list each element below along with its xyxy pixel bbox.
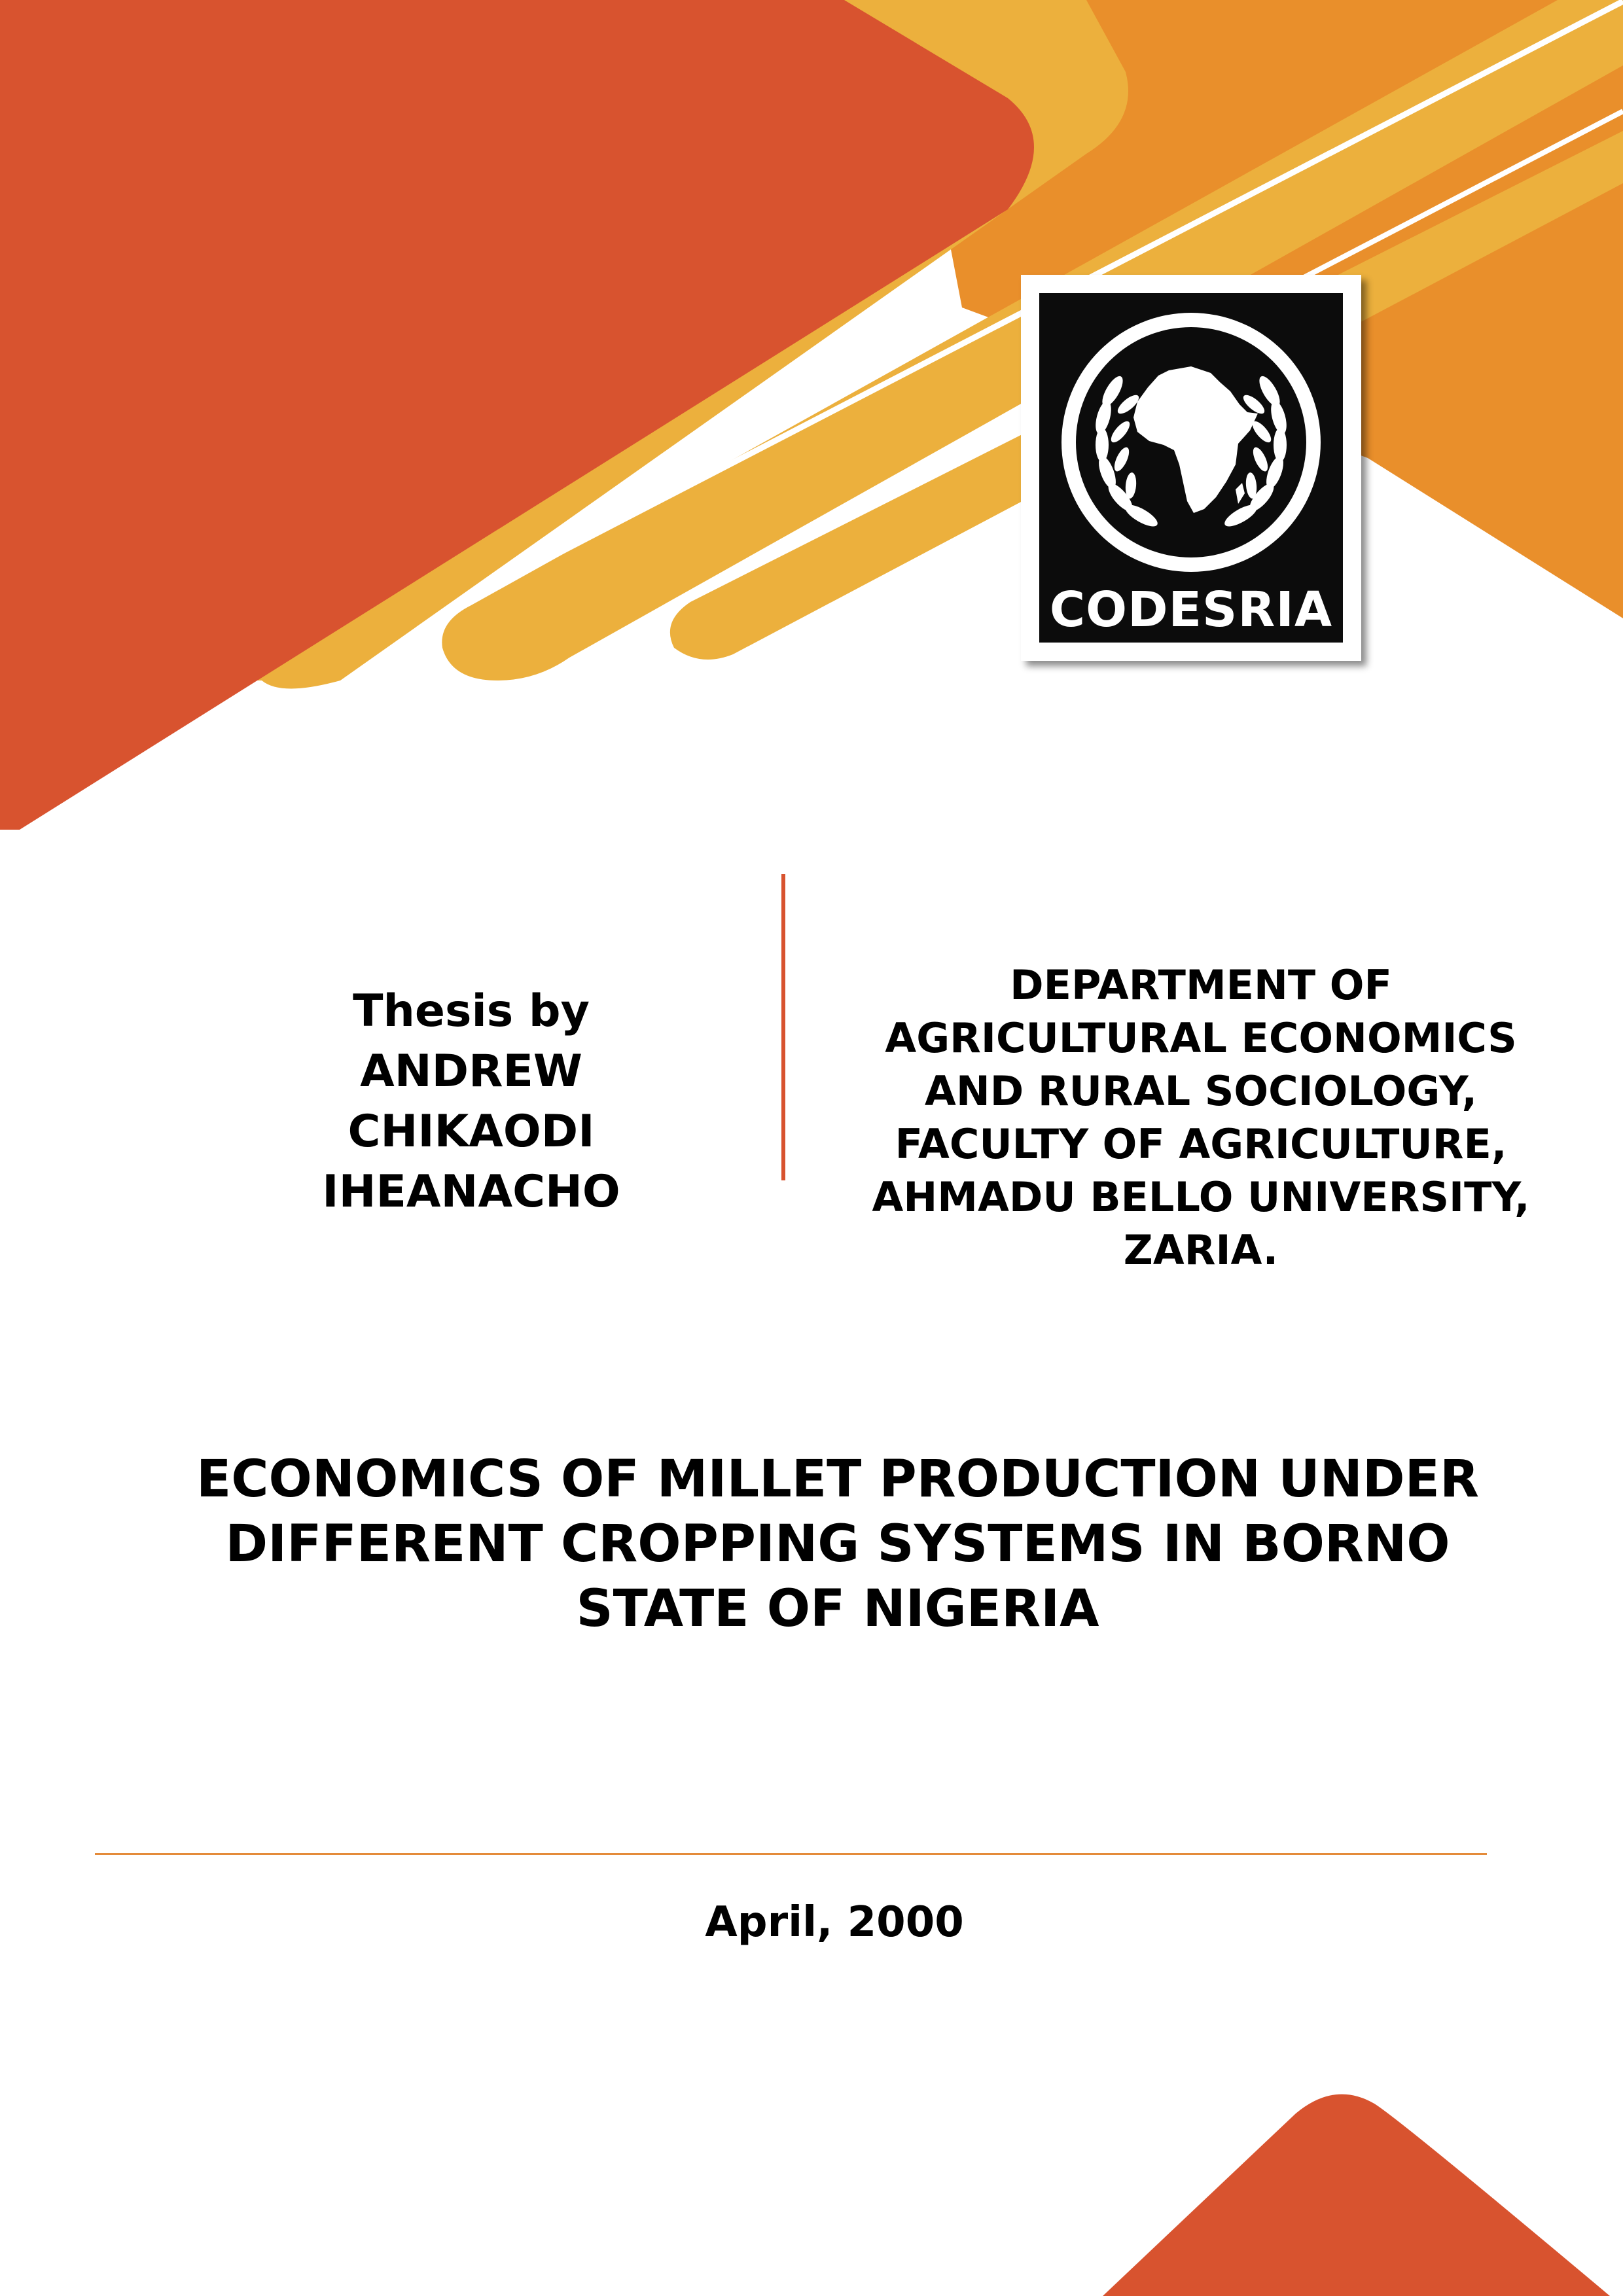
department-line: ZARIA. <box>1123 1226 1279 1274</box>
title-line: ECONOMICS OF MILLET PRODUCTION UNDER <box>196 1450 1480 1509</box>
thesis-by-label: Thesis by <box>353 985 590 1037</box>
logo-wordmark: CODESRIA <box>1049 582 1333 638</box>
red-orange-corner-triangle <box>1103 2094 1610 2296</box>
codesria-logo <box>1021 275 1361 661</box>
department-line: FACULTY OF AGRICULTURE, <box>895 1120 1507 1168</box>
title-line: STATE OF NIGERIA <box>576 1580 1099 1638</box>
horizontal-rule <box>95 1853 1487 1855</box>
top-decorative-band <box>0 0 1623 851</box>
department-line: DEPARTMENT OF <box>1010 961 1392 1009</box>
vertical-divider <box>781 874 785 1180</box>
department-block <box>821 959 1580 1277</box>
department-line: AND RURAL SOCIOLOGY, <box>924 1067 1478 1115</box>
department-line: AHMADU BELLO UNIVERSITY, <box>872 1173 1530 1221</box>
author-name-line: ANDREW <box>360 1046 582 1097</box>
department-line: AGRICULTURAL ECONOMICS <box>885 1014 1517 1062</box>
publication-date: April, 2000 <box>705 1898 964 1947</box>
author-name-line: IHEANACHO <box>322 1166 620 1218</box>
author-name-line: CHIKAODI <box>348 1106 595 1157</box>
title-line: DIFFERENT CROPPING SYSTEMS IN BORNO <box>225 1515 1450 1574</box>
thesis-title <box>92 1447 1584 1642</box>
thesis-author-block <box>275 981 668 1222</box>
logo-black-panel <box>1039 293 1343 643</box>
